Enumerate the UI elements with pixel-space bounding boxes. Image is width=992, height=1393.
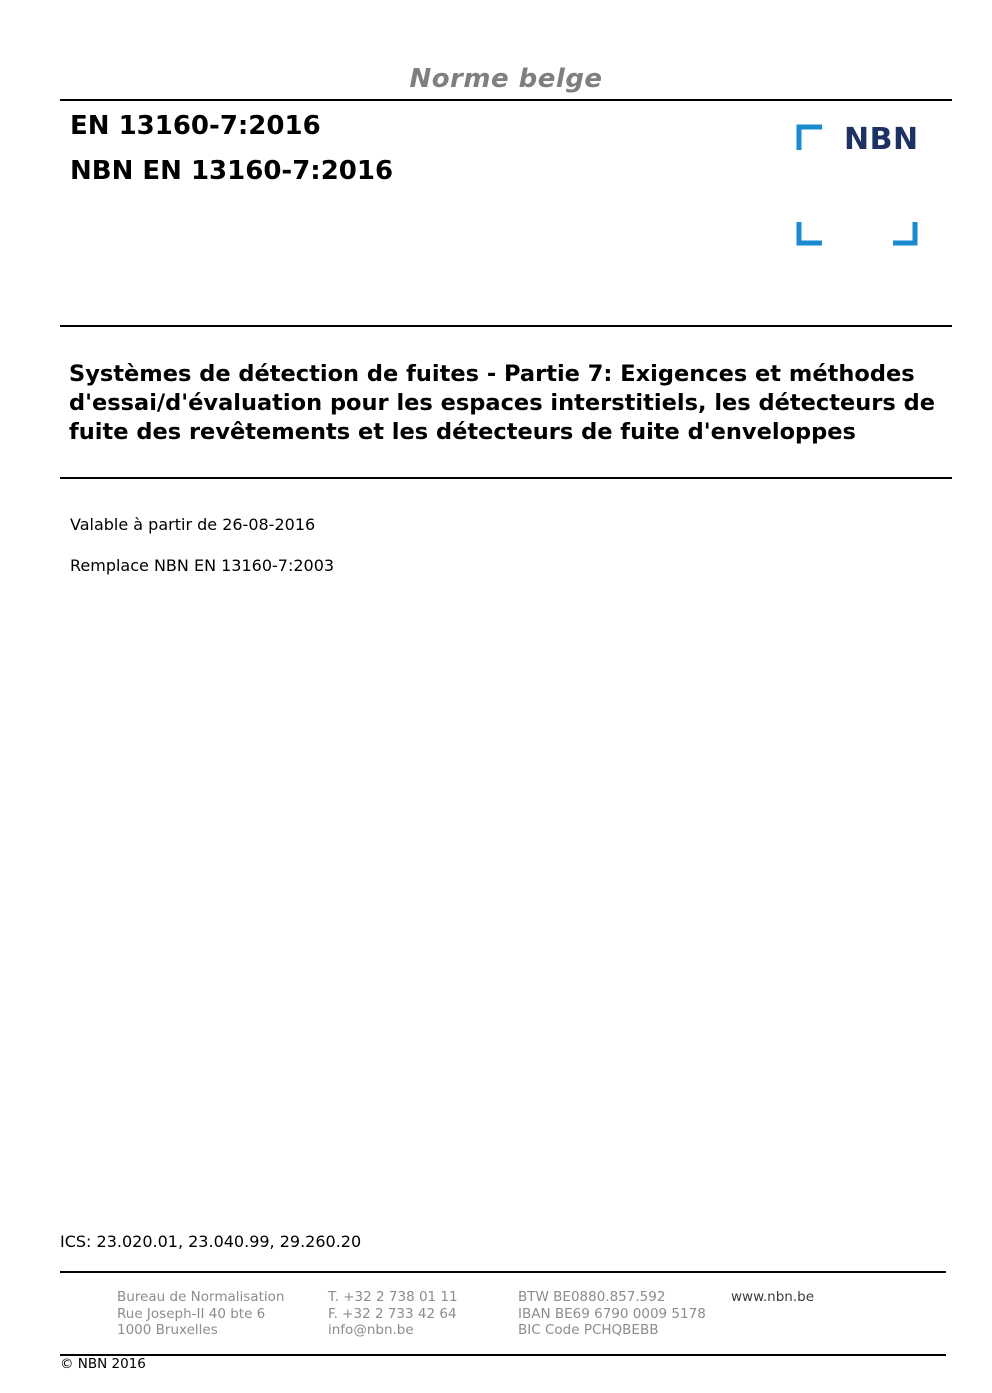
address-line: Rue Joseph-II 40 bte 6 [117,1305,266,1322]
en-standard-code: EN 13160-7:2016 [70,111,321,141]
title-top-divider [60,325,952,327]
bic-code: BIC Code PCHQBEBB [518,1322,659,1338]
website-link[interactable]: www.nbn.be [731,1289,815,1305]
address-line: 1000 Bruxelles [117,1322,218,1338]
footer-address [117,1289,284,1339]
copyright-notice: © NBN 2016 [60,1356,146,1372]
nbn-standard-code: NBN EN 13160-7:2016 [70,156,394,186]
email-address[interactable]: info@nbn.be [328,1322,414,1338]
fax-number: F. +32 2 733 42 64 [328,1305,457,1322]
ics-codes: ICS: 23.020.01, 23.040.99, 29.260.20 [60,1232,362,1251]
footer-bottom-divider [60,1354,946,1356]
nbn-logo [795,122,925,250]
title-bottom-divider [60,477,952,479]
footer-bank-details [518,1289,706,1339]
header-divider [60,99,952,101]
valid-from-text: Valable à partir de 26-08-2016 [70,515,316,534]
footer-contact [328,1289,458,1339]
replaces-text: Remplace NBN EN 13160-7:2003 [70,556,335,575]
document-title: Systèmes de détection de fuites - Partie 7: Exigences et méthodes d'essai/d'évaluation pour les espaces interstitiels, les détecteurs de fuite des revêtements et les détecteurs de fuite d'enveloppes [69,361,935,445]
vat-number: BTW BE0880.857.592 [518,1289,666,1305]
logo-text: NBN [844,122,919,157]
address-line: Bureau de Normalisation [117,1289,285,1305]
footer-top-divider [60,1271,946,1273]
document-type-label: Norme belge [409,64,603,94]
phone-number: T. +32 2 738 01 11 [328,1289,458,1305]
iban-number: IBAN BE69 6790 0009 5178 [518,1305,706,1322]
